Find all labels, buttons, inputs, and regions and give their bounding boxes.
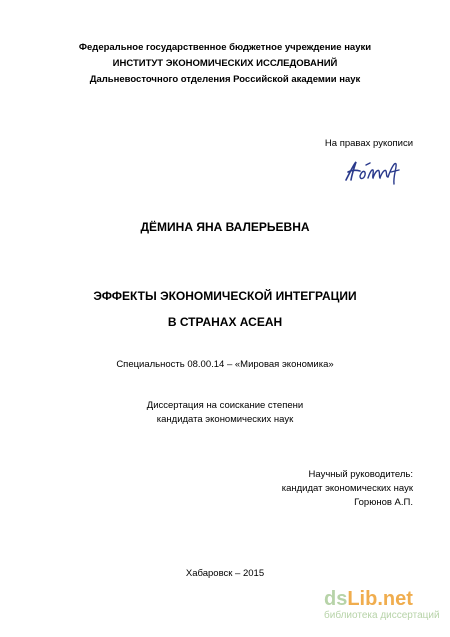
supervisor-name: Горюнов А.П.: [354, 497, 413, 508]
watermark-subtitle: библиотека диссертаций: [324, 610, 440, 621]
city-year: Хабаровск – 2015: [185, 568, 265, 579]
watermark-logo-prefix: ds: [324, 588, 348, 610]
specialty-text: Специальность 08.00.14 – «Мировая экономика»: [116, 359, 334, 370]
rights-block: [325, 137, 413, 151]
org-line-2: ИНСТИТУТ ЭКОНОМИЧЕСКИХ ИССЛЕДОВАНИЙ: [112, 58, 338, 69]
degree-line-2: кандидата экономических наук: [156, 414, 294, 425]
watermark-logo-suffix: Lib.net: [347, 588, 413, 610]
author-name: ДЁМИНА ЯНА ВАЛЕРЬЕВНА: [140, 220, 310, 234]
supervisor-label: Научный руководитель:: [308, 469, 413, 480]
dissertation-title: [0, 283, 450, 335]
rights-text: На правах рукописи: [324, 138, 413, 149]
footer-block: [0, 567, 450, 581]
org-line-3: Дальневосточного отделения Российской академии наук: [89, 74, 361, 85]
degree-block: [0, 399, 450, 427]
watermark-logo-text: [324, 588, 448, 610]
watermark-logo: [324, 588, 448, 636]
signature-icon: [342, 158, 404, 188]
organization-header: [0, 40, 450, 88]
org-line-1: Федеральное государственное бюджетное учреждение науки: [78, 42, 372, 53]
title-line-2: В СТРАНАХ АСЕАН: [167, 315, 283, 329]
specialty-block: [0, 358, 450, 372]
supervisor-block: [282, 468, 413, 510]
author-block: [0, 220, 450, 234]
degree-line-1: Диссертация на соискание степени: [146, 400, 304, 411]
title-line-1: ЭФФЕКТЫ ЭКОНОМИЧЕСКОЙ ИНТЕГРАЦИИ: [93, 289, 357, 303]
supervisor-degree: кандидат экономических наук: [281, 483, 413, 494]
